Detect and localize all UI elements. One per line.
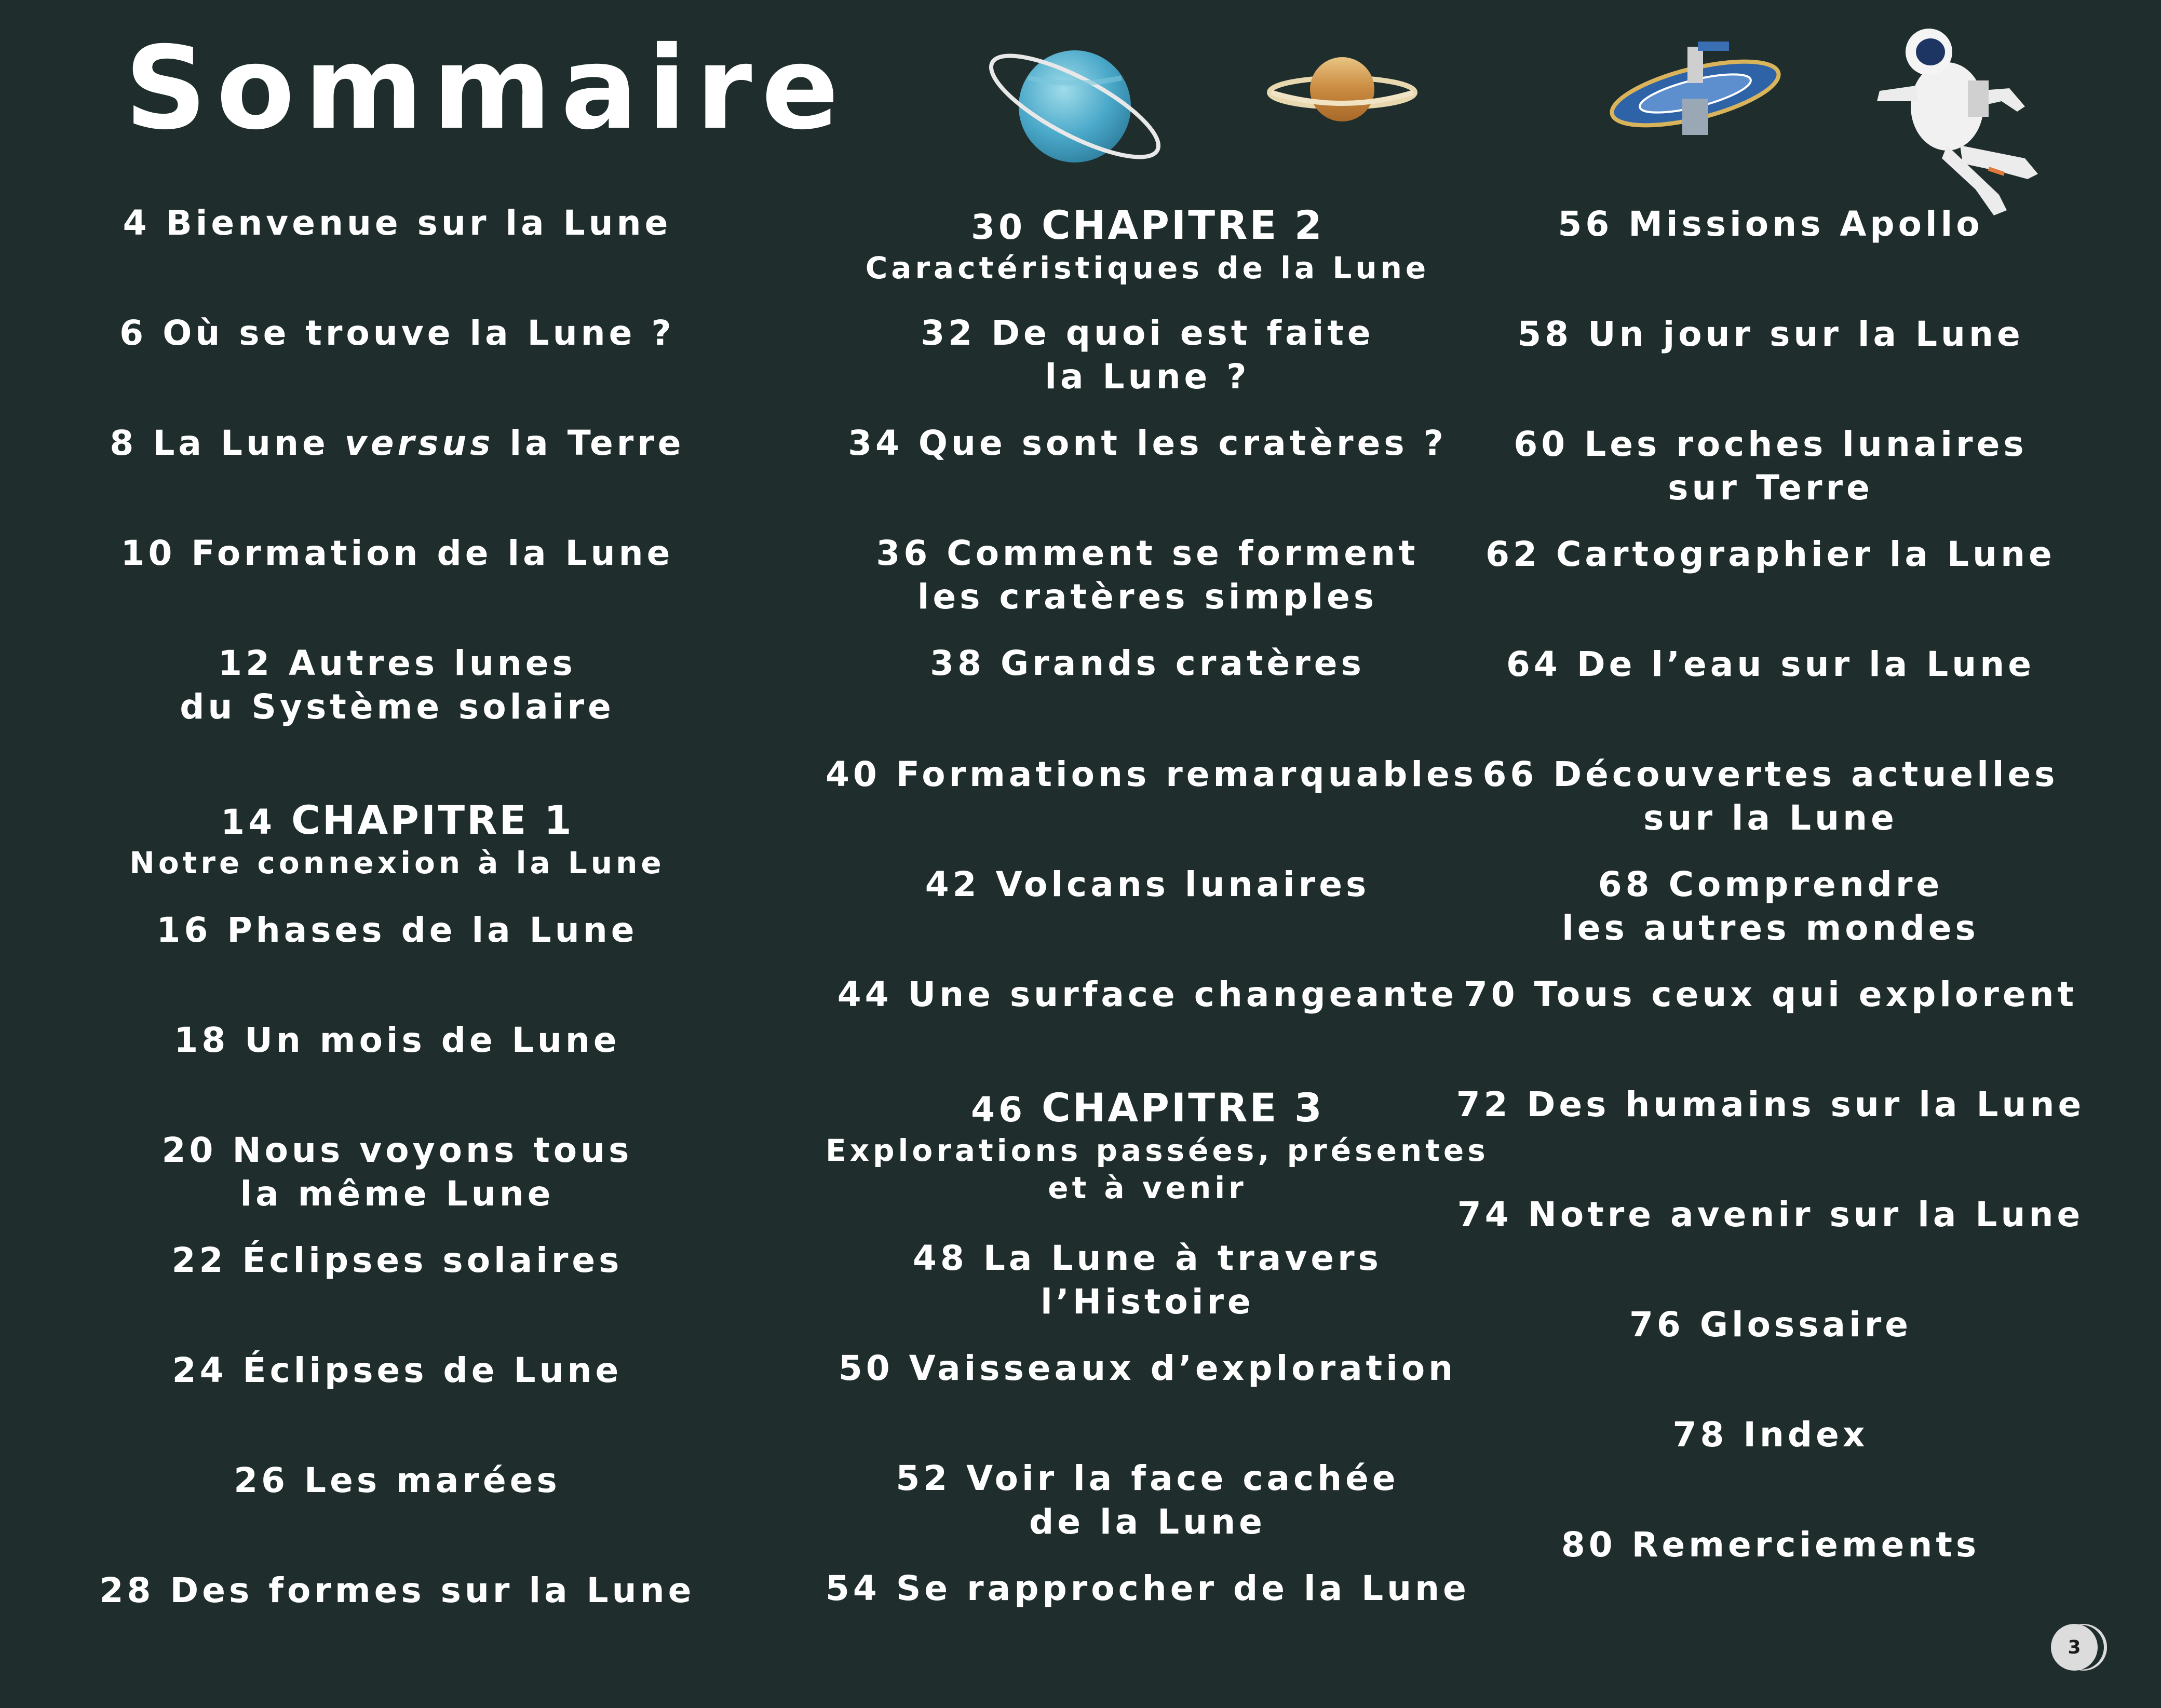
toc-entry[interactable]: 54 Se rapprocher de la Lune [826, 1568, 1470, 1608]
toc-chapter[interactable]: 30 CHAPITRE 2 Caractéristiques de la Lune [865, 202, 1430, 286]
toc-column-3 [1449, 0, 2092, 1708]
toc-entry[interactable]: 32 De quoi est faite la Lune ? [921, 313, 1374, 397]
toc-entry[interactable]: 18 Un mois de Lune [174, 1020, 620, 1060]
toc-entry[interactable]: 34 Que sont les cratères ? [848, 423, 1447, 463]
toc-entry[interactable]: 12 Autres lunes du Système solaire [180, 643, 615, 727]
toc-chapter[interactable]: 14 CHAPITRE 1 Notre connexion à la Lune [129, 797, 665, 880]
toc-entry[interactable]: 4 Bienvenue sur la Lune [123, 203, 672, 243]
toc-entry[interactable]: 72 Des humains sur la Lune [1456, 1085, 2085, 1124]
toc-entry[interactable]: 48 La Lune à travers l’Histoire [913, 1238, 1382, 1322]
toc-entry[interactable]: 26 Les marées [234, 1460, 561, 1500]
toc-entry[interactable]: 28 Des formes sur la Lune [99, 1570, 695, 1610]
toc-entry[interactable]: 8 La Lune versus la Terre [110, 423, 685, 463]
page-number: 3 [2068, 1636, 2081, 1658]
moon-phase-icon [2051, 1624, 2098, 1671]
toc-chapter[interactable]: 46 CHAPITRE 3 Explorations passées, présentes et à venir [826, 1085, 1489, 1205]
toc-entry[interactable]: 52 Voir la face cachée de la Lune [896, 1458, 1399, 1542]
toc-entry[interactable]: 58 Un jour sur la Lune [1517, 314, 2024, 354]
toc-entry[interactable]: 44 Une surface changeante [837, 974, 1458, 1014]
toc-entry[interactable]: 64 De l’eau sur la Lune [1506, 644, 2035, 684]
toc-entry[interactable]: 62 Cartographier la Lune [1485, 534, 2056, 574]
toc-column-2 [826, 0, 1489, 1708]
toc-entry[interactable]: 50 Vaisseaux d’exploration [838, 1348, 1457, 1388]
toc-entry[interactable]: 36 Comment se forment les cratères simples [876, 533, 1419, 617]
toc-entry[interactable]: 10 Formation de la Lune [120, 533, 674, 573]
toc-column-1 [75, 0, 719, 1708]
toc-entry[interactable]: 66 Découvertes actuelles sur la Lune [1482, 754, 2059, 838]
toc-entry[interactable]: 56 Missions Apollo [1558, 204, 1983, 244]
toc-entry[interactable]: 76 Glossaire [1629, 1305, 1912, 1345]
toc-entry[interactable]: 40 Formations remarquables [826, 754, 1478, 794]
toc-entry[interactable]: 38 Grands cratères [930, 643, 1365, 683]
toc-entry[interactable]: 6 Où se trouve la Lune ? [119, 313, 675, 353]
toc-entry[interactable]: 80 Remerciements [1561, 1525, 1980, 1565]
page-title: Sommaire [125, 22, 848, 155]
toc-entry[interactable]: 70 Tous ceux qui explorent [1463, 974, 2078, 1014]
toc-entry[interactable]: 20 Nous voyons tous la même Lune [161, 1130, 633, 1214]
toc-entry[interactable]: 74 Notre avenir sur la Lune [1457, 1195, 2084, 1235]
toc-entry[interactable]: 68 Comprendre les autres mondes [1562, 864, 1979, 948]
toc-entry[interactable]: 60 Les roches lunaires sur Terre [1514, 424, 2028, 508]
toc-entry[interactable]: 78 Index [1672, 1415, 1869, 1455]
toc-entry[interactable]: 42 Volcans lunaires [925, 864, 1370, 904]
toc-entry[interactable]: 24 Éclipses de Lune [172, 1350, 623, 1390]
toc-entry[interactable]: 22 Éclipses solaires [171, 1240, 623, 1280]
toc-entry[interactable]: 16 Phases de la Lune [156, 910, 638, 950]
